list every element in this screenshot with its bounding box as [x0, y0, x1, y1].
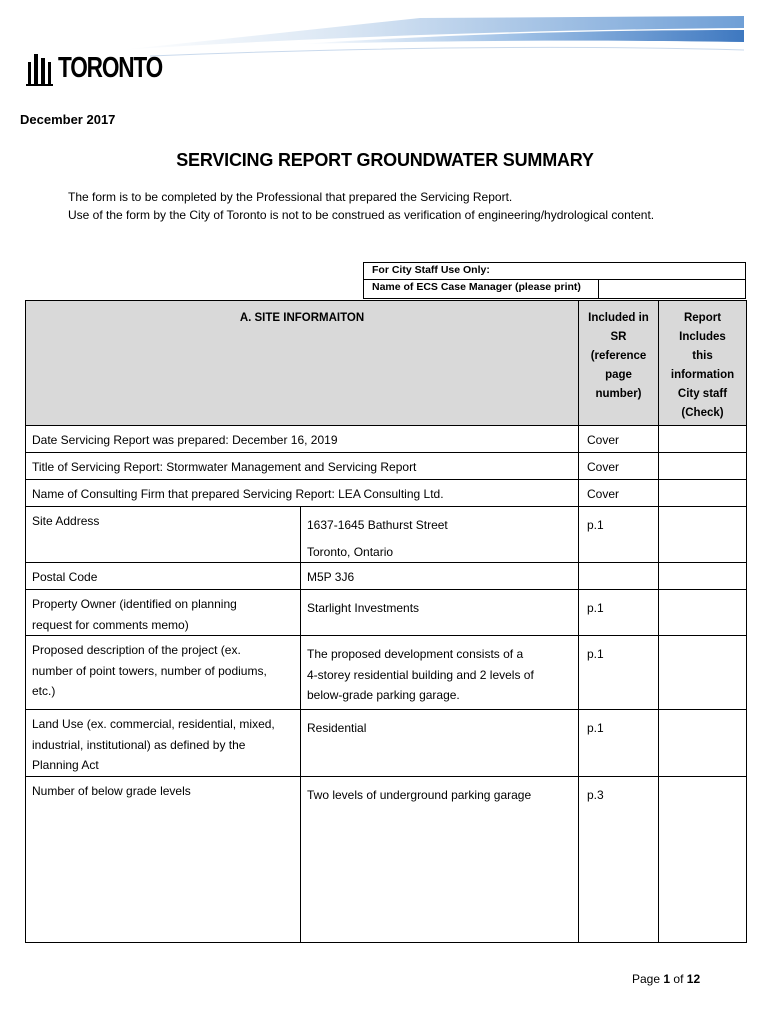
staff-use-box [363, 262, 746, 299]
table-row [26, 776, 747, 942]
col-included-header: Included in SR (reference page number) [579, 301, 659, 426]
table-row [26, 507, 747, 563]
col-report-header: Report Includes this information City staff (Check) [659, 301, 747, 426]
row-label: Property Owner (identified on planning request for comments memo) [26, 590, 301, 636]
row-label: Name of Consulting Firm that prepared Servicing Report: LEA Consulting Ltd. [26, 480, 579, 507]
row-value: The proposed development consists of a 4-storey residential building and 2 levels of below-grade parking garage. [301, 636, 579, 710]
row-ref: p.3 [579, 776, 659, 942]
document-date: December 2017 [20, 112, 116, 127]
row-value: Residential [301, 710, 579, 777]
row-ref: Cover [579, 426, 659, 453]
page-title: SERVICING REPORT GROUNDWATER SUMMARY [176, 150, 594, 170]
row-ref [579, 563, 659, 590]
page-number: Page 1 of 12 [632, 972, 701, 986]
case-manager-label: Name of ECS Case Manager (please print) [372, 281, 581, 293]
row-ref: p.1 [579, 507, 659, 563]
row-value: Two levels of underground parking garage [301, 776, 579, 942]
row-value: M5P 3J6 [301, 563, 579, 590]
intro-line: The form is to be completed by the Professional that prepared the Servicing Report. [68, 190, 513, 204]
check-cell[interactable] [659, 636, 747, 710]
table-row [26, 636, 747, 710]
table-row [26, 563, 747, 590]
row-label: Number of below grade levels [26, 776, 301, 942]
table-row [26, 453, 747, 480]
check-cell[interactable] [659, 776, 747, 942]
row-ref: p.1 [579, 590, 659, 636]
intro-text [68, 188, 654, 224]
row-ref: p.1 [579, 710, 659, 777]
table-row [26, 480, 747, 507]
row-ref: p.1 [579, 636, 659, 710]
row-label: Site Address [26, 507, 301, 563]
check-cell[interactable] [659, 710, 747, 777]
check-cell[interactable] [659, 426, 747, 453]
check-cell[interactable] [659, 453, 747, 480]
check-cell[interactable] [659, 590, 747, 636]
row-ref: Cover [579, 480, 659, 507]
logo-wordmark: TORONTO [58, 52, 163, 84]
check-cell[interactable] [659, 563, 747, 590]
check-cell[interactable] [659, 480, 747, 507]
site-information-table [25, 300, 747, 943]
section-title: A. SITE INFORMAITON [26, 301, 579, 426]
table-row [26, 590, 747, 636]
table-header-row [26, 301, 747, 426]
table-row [26, 710, 747, 777]
row-label: Date Servicing Report was prepared: December 16, 2019 [26, 426, 579, 453]
row-value: 1637-1645 Bathurst Street Toronto, Ontario [301, 507, 579, 563]
table-row [26, 426, 747, 453]
check-cell[interactable] [659, 507, 747, 563]
row-label: Title of Servicing Report: Stormwater Management and Servicing Report [26, 453, 579, 480]
row-ref: Cover [579, 453, 659, 480]
intro-line: Use of the form by the City of Toronto is not to be construed as verification of engineering/hydrological content. [68, 208, 655, 222]
row-label: Postal Code [26, 563, 301, 590]
row-label: Proposed description of the project (ex. number of point towers, number of podiums, etc.) [26, 636, 301, 710]
row-value: Starlight Investments [301, 590, 579, 636]
staff-use-label: For City Staff Use Only: [372, 264, 490, 276]
row-label: Land Use (ex. commercial, residential, mixed, industrial, institutional) as defined by the Planning Act [26, 710, 301, 777]
